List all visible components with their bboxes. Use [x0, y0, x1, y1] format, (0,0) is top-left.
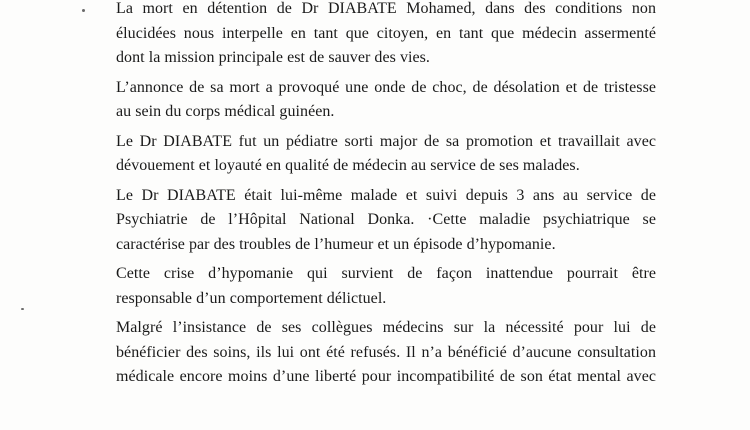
text-line: médicale encore moins d’une liberté pour incompatibilité de son état mental avec	[116, 368, 656, 385]
text-line: dévouement et loyauté en qualité de médecin au service de ses malades.	[116, 157, 580, 174]
text-line: Le Dr DIABATE était lui-même malade et suivi depuis 3 ans au service de	[116, 186, 656, 204]
paragraph-detention-death	[116, 0, 656, 71]
text-line: dont la mission principale est de sauver des vies.	[116, 49, 430, 66]
text-line: caractérise par des troubles de l’humeur et un épisode d’hypomanie.	[116, 235, 556, 253]
paragraph-announcement	[116, 76, 656, 125]
text-line: élucidées nous interpelle en tant que citoyen, en tant que médecin assermenté	[116, 24, 656, 42]
text-line: L’annonce de sa mort a provoqué une onde de choc, de désolation et de tristesse	[116, 78, 656, 96]
document-body	[116, 0, 656, 390]
text-line: Cette crise d’hypomanie qui survient de façon inattendue pourrait être	[116, 265, 656, 282]
paragraph-pediatrician	[116, 130, 656, 179]
scan-speck	[82, 9, 85, 12]
paragraph-care-refused	[116, 316, 656, 390]
text-line: au sein du corps médical guinéen.	[116, 103, 335, 120]
text-line: Le Dr DIABATE fut un pédiatre sorti major de sa promotion et travaillait avec	[116, 132, 656, 150]
scan-speck	[21, 308, 24, 310]
text-line: responsable d’un comportement délictuel.	[116, 289, 387, 307]
text-line: Malgré l’insistance de ses collègues médecins sur la nécessité pour lui de	[116, 319, 656, 336]
text-line: bénéficier des soins, ils lui ont été refusés. Il n’a bénéficié d’aucune consultation	[116, 343, 656, 361]
text-line: Psychiatrie de l’Hôpital National Donka. ·Cette maladie psychiatrique se	[116, 211, 656, 228]
paragraph-illness	[116, 184, 656, 258]
paragraph-hypomania-crisis	[116, 262, 656, 311]
text-line: La mort en détention de Dr DIABATE Mohamed, dans des conditions non	[116, 0, 656, 17]
